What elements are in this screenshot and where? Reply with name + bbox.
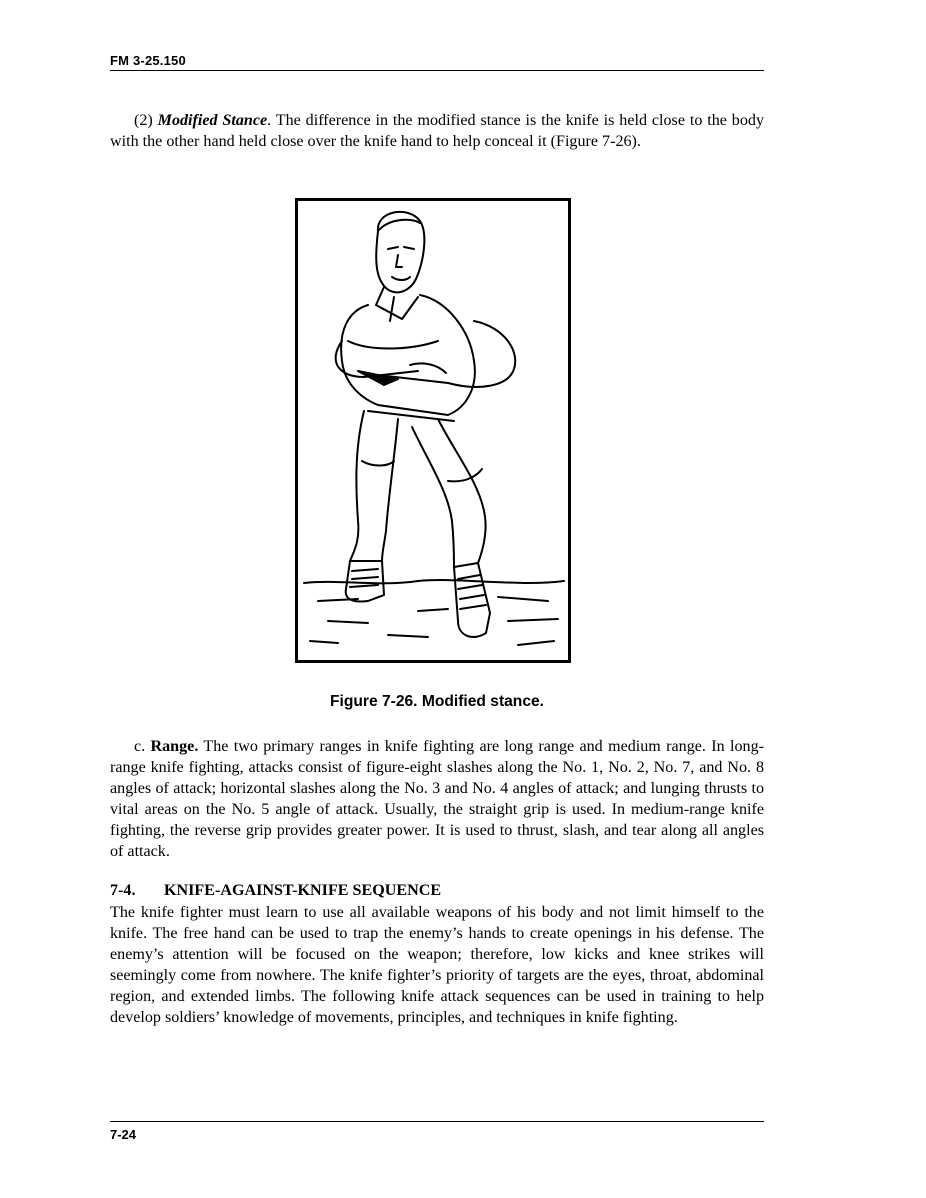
section-title: KNIFE-AGAINST-KNIFE SEQUENCE xyxy=(164,882,442,899)
paragraph-prefix: (2) xyxy=(134,112,158,129)
paragraph-lead-term: Range. xyxy=(150,738,199,755)
paragraph-knife-sequence: The knife fighter must learn to use all available weapons of his body and not limit himself to the knife. The free hand can be used to trap the enemy’s hands to create openings in his defense. The enemy’s attention will be focused on the weapon; therefore, low kicks and knee strikes will seemingly come from nowhere. The knife fighter’s priority of targets are the eyes, throat, abdominal region, and extended limbs. The following knife attack sequences can be used in training to help develop soldiers’ knowledge of movements, principles, and techniques in knife fighting. xyxy=(110,904,764,1026)
paragraph-modified-stance xyxy=(110,110,764,152)
paragraph-prefix: c. xyxy=(134,738,151,755)
paragraph-body: . The difference in the modified stance is the knife is held close to the body with the other hand held close over the knife hand to help conceal it (Figure 7-26). xyxy=(110,112,764,150)
figure-caption: Figure 7-26. Modified stance. xyxy=(329,693,545,710)
footer-page-number: 7-24 xyxy=(110,1127,137,1142)
section-heading xyxy=(110,880,441,901)
soldier-illustration xyxy=(298,201,568,660)
footer-rule xyxy=(110,1121,764,1122)
section-number: 7-4. xyxy=(110,882,136,899)
paragraph-body: The two primary ranges in knife fighting are long range and medium range. In long-range knife fighting, attacks consist of figure-eight slashes along the No. 1, No. 2, No. 7, and No. 8 angles of attack; horizontal slashes along the No. 3 and No. 4 angles of attack; and lunging thrusts to vital areas on the No. 5 angle of attack. Usually, the straight grip is used. In medium-range knife fighting, the reverse grip provides greater power. It is used to thrust, slash, and tear along all angles of attack. xyxy=(110,738,764,860)
header-document-id: FM 3-25.150 xyxy=(110,53,186,68)
paragraph-lead-term: Modified Stance xyxy=(157,112,268,129)
figure-modified-stance xyxy=(295,198,571,663)
header-rule xyxy=(110,70,764,71)
paragraph-range xyxy=(110,736,764,862)
